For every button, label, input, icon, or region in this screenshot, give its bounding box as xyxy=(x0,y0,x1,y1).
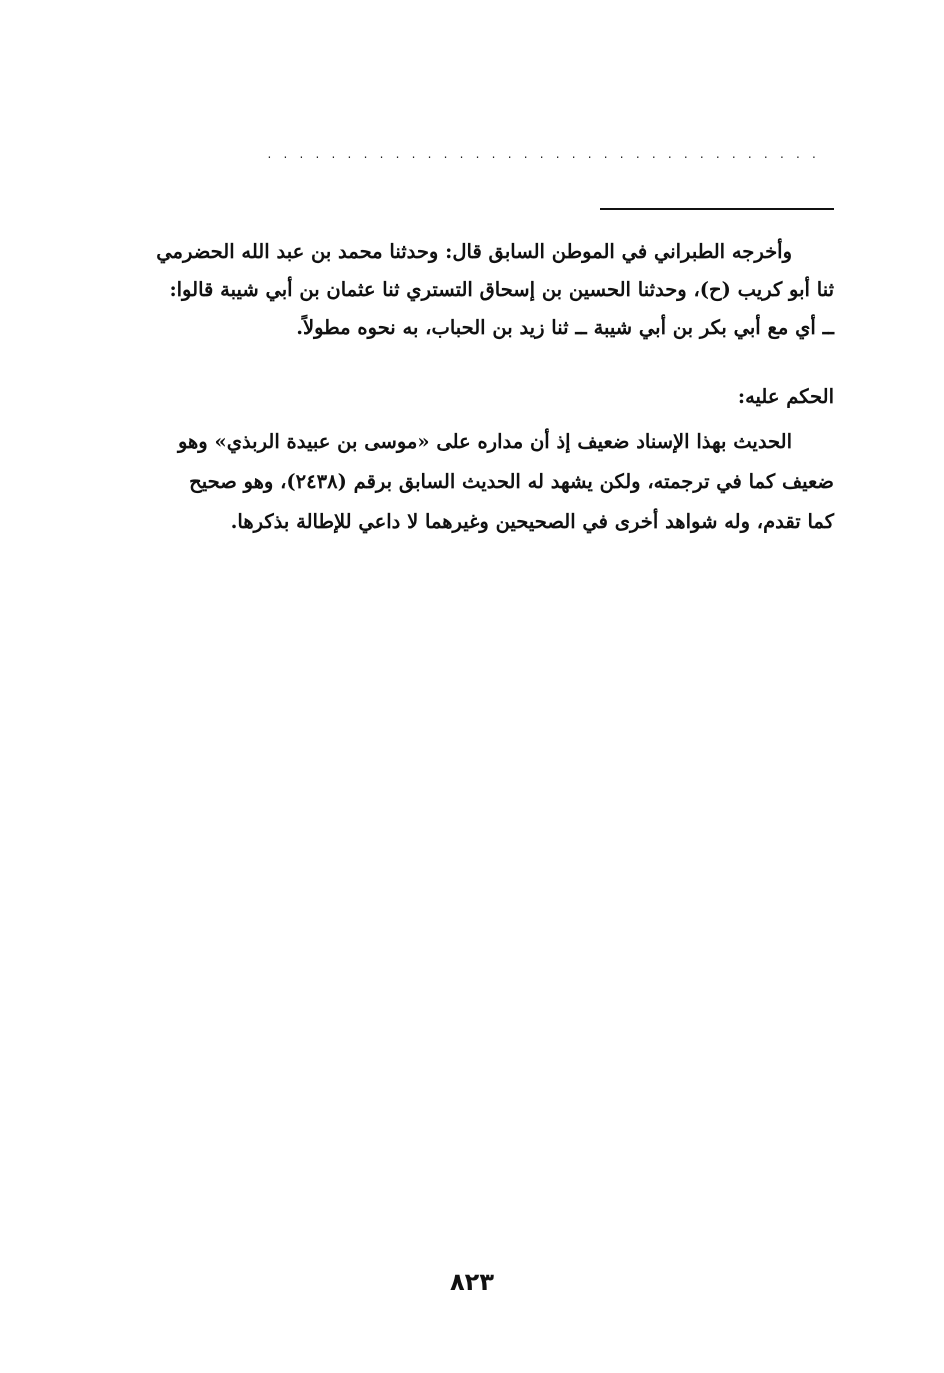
ruling-line-2: ضعيف كما في ترجمته، ولكن يشهد له الحديث السابق برقم (٢٤٣٨)، وهو صحيح xyxy=(189,470,834,493)
footnote-line-1: وأخرجه الطبراني في الموطن السابق قال: وحدثنا محمد بن عبد الله الحضرمي xyxy=(156,240,792,263)
footnote-line-3: ــ أي مع أبي بكر بن أبي شيبة ــ ثنا زيد بن الحباب، به نحوه مطولاً. xyxy=(296,316,834,339)
ruling-line-1: الحديث بهذا الإسناد ضعيف إذ أن مداره على «موسى بن عبيدة الربذي» وهو xyxy=(177,430,792,453)
dotted-separator: ................................... xyxy=(267,150,828,158)
footnote-line-2: ثنا أبو كريب (ح)، وحدثنا الحسين بن إسحاق التستري ثنا عثمان بن أبي شيبة قالوا: xyxy=(169,278,834,301)
page-number: ٨٢٣ xyxy=(450,1268,494,1296)
footnote-paragraph xyxy=(112,233,834,347)
ruling-line-3: كما تقدم، وله شواهد أخرى في الصحيحين وغيرهما لا داعي للإطالة بذكرها. xyxy=(230,510,834,533)
ruling-paragraph xyxy=(112,422,834,542)
ruling-heading: الحكم عليه: xyxy=(737,385,834,408)
footnote-rule xyxy=(600,208,834,210)
